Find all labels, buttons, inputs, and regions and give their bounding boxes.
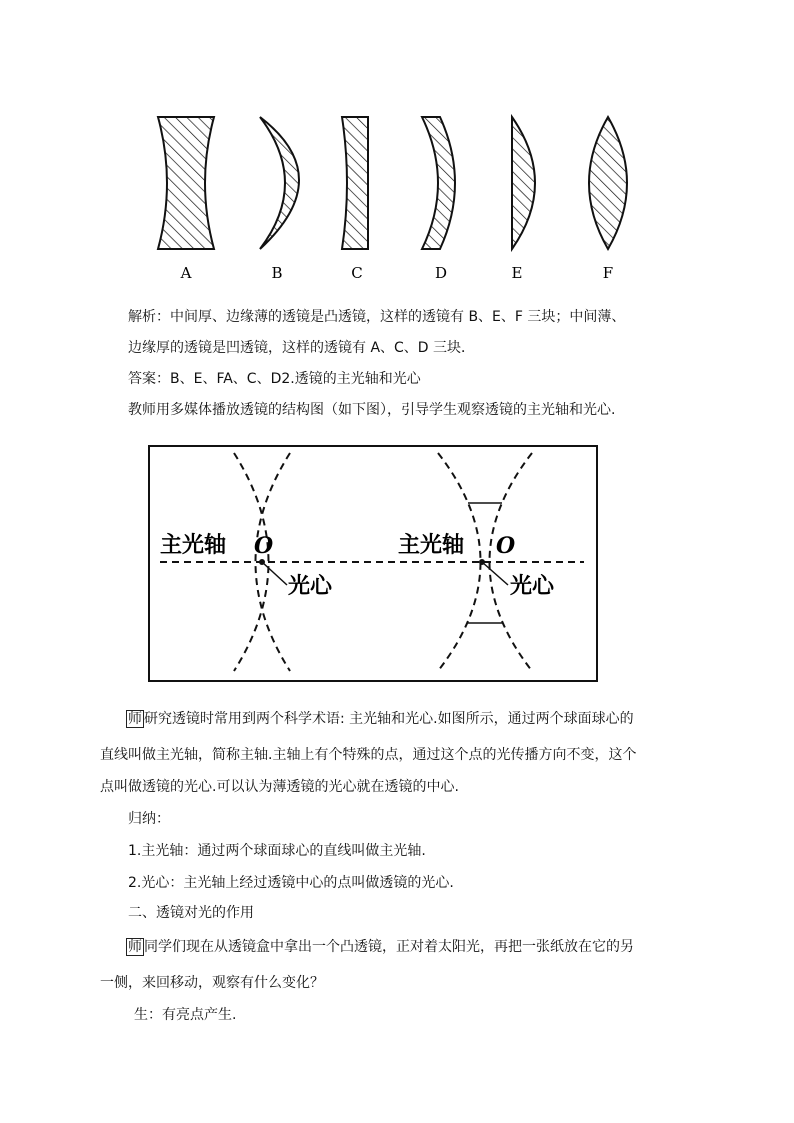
lens-e-plano-convex [512, 117, 535, 249]
analysis-line-1: 解析：中间厚、边缘薄的透镜是凸透镜，这样的透镜有 B、E、F 三块；中间薄、 [128, 309, 626, 325]
lens-a-biconcave [158, 117, 214, 249]
lens-label-b: B [271, 264, 283, 282]
teacher-tag: 师 [128, 711, 142, 727]
teacher-paragraph-line-1 [126, 709, 634, 729]
teacher-intro-line: 教师用多媒体播放透镜的结构图（如下图），引导学生观察透镜的主光轴和光心. [128, 402, 616, 418]
lens-label-d: D [434, 264, 448, 282]
summary-item-1: 1.主光轴：通过两个球面球心的直线叫做主光轴. [128, 843, 426, 859]
teacher-paragraph-text-1: 研究透镜时常用到两个科学术语: 主光轴和光心.如图所示，通过两个球面球心的 [144, 711, 634, 727]
main-axis-label-right: 主光轴 [398, 532, 465, 558]
main-axis-label-left: 主光轴 [160, 532, 227, 558]
section-2-heading: 二、透镜对光的作用 [128, 905, 254, 921]
teacher-paragraph-line-3: 点叫做透镜的光心.可以认为薄透镜的光心就在透镜的中心. [100, 779, 459, 795]
student-reply: 生：有亮点产生. [134, 1007, 237, 1023]
optical-center-label-left: 光心 [288, 573, 333, 599]
answer-line: 答案：B、E、FA、C、D2.透镜的主光轴和光心 [128, 371, 421, 387]
section-2-line-1 [126, 937, 634, 957]
figure-frame [149, 446, 597, 681]
lens-b-meniscus [260, 117, 299, 249]
summary-title: 归纳： [128, 811, 170, 827]
lens-d-meniscus [422, 117, 455, 249]
teacher-tag-2: 师 [128, 939, 142, 955]
teacher-paragraph-line-2: 直线叫做主光轴，简称主轴.主轴上有个特殊的点，通过这个点的光传播方向不变，这个 [100, 747, 637, 763]
lens-c-plano-concave [342, 117, 368, 249]
lens-f-biconvex [589, 117, 627, 249]
point-o-label-left: O [254, 533, 274, 559]
lens-label-a: A [180, 264, 192, 282]
lens-label-c: C [351, 264, 363, 282]
analysis-line-2: 边缘厚的透镜是凹透镜，这样的透镜有 A、C、D 三块． [128, 340, 476, 356]
point-o-label-right: O [496, 533, 516, 559]
summary-item-2: 2.光心：主光轴上经过透镜中心的点叫做透镜的光心. [128, 875, 454, 891]
lens-label-f: F [602, 264, 614, 282]
optical-center-label-right: 光心 [510, 573, 555, 599]
lens-structure-figure [148, 445, 598, 682]
lens-types-figure [140, 105, 660, 285]
section-2-line-2: 一侧，来回移动，观察有什么变化？ [100, 975, 324, 991]
lens-label-e: E [511, 264, 523, 282]
section-2-text-1: 同学们现在从透镜盒中拿出一个凸透镜，正对着太阳光，再把一张纸放在它的另 [144, 939, 634, 955]
